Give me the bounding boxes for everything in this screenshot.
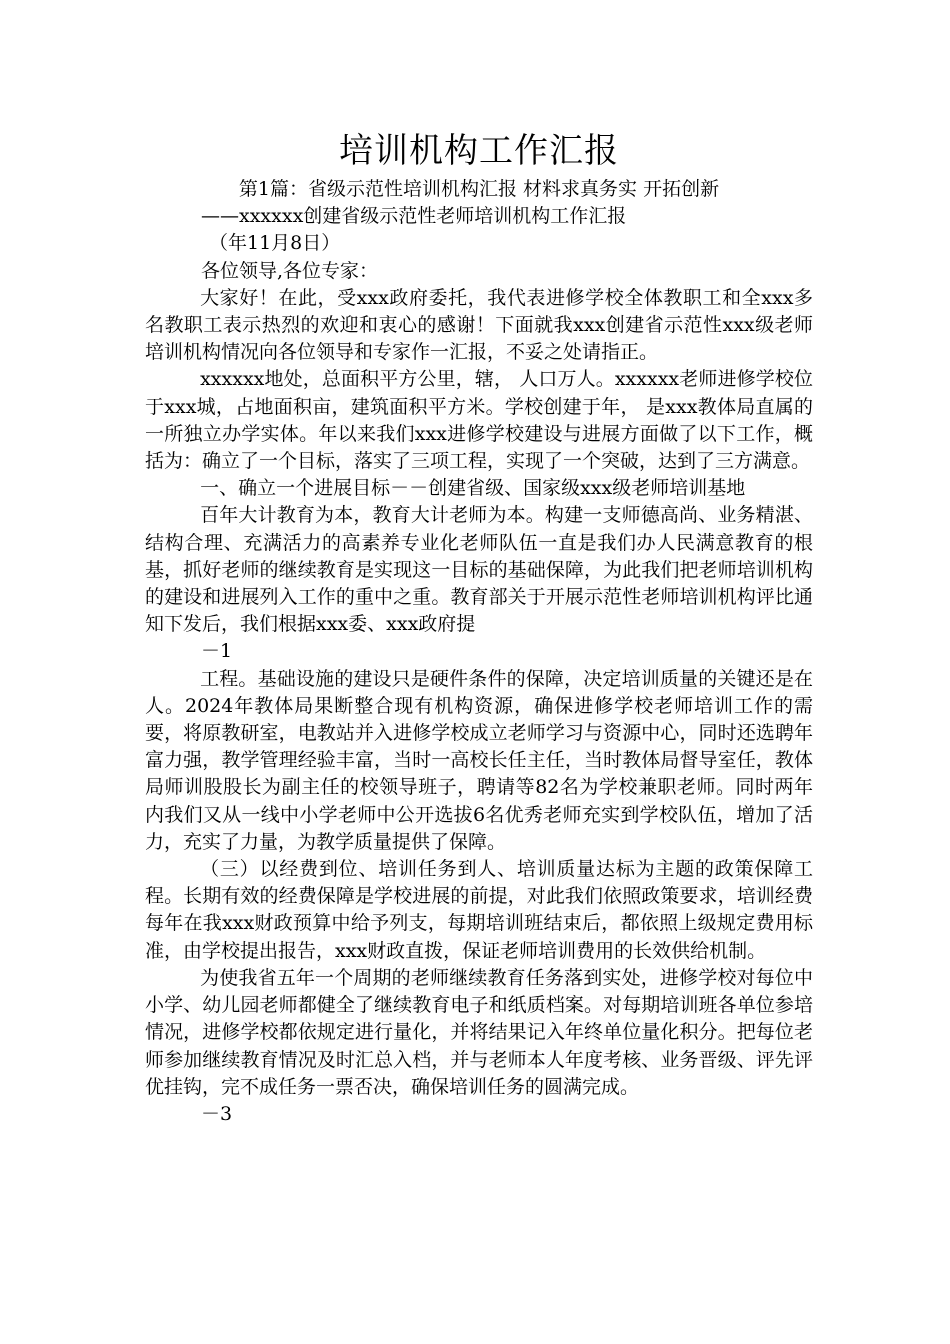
section-heading: 一、确立一个进展目标－－创建省级、国家级xxx级老师培训基地 (200, 477, 746, 500)
document-date: （年11月8日） (209, 232, 341, 255)
page-marker: －1 (201, 640, 233, 663)
paragraph: 大家好！在此，受xxx政府委托，我代表进修学校全体教职工和全xxx多名教职工表示热烈的欢迎和衷心的感谢！下面就我xxx创建省示范性xxx级老师培训机构情况向各位领导和专家作一汇报，不妥之处请指正。 (145, 286, 813, 364)
paragraph: xxxxxx地处，总面积平方公里，辖， 人口万人。xxxxxx老师进修学校位于xxx城，占地面积亩，建筑面积平方米。学校创建于年， 是xxx教体局直属的一所独立办学实体。年以来我们xxx进修学校建设与进展方面做了以下工作，概括为：确立了一个目标，落实了三项工程，实现了一个突破，达到了三方满意。 (145, 368, 813, 473)
salutation: 各位领导,各位专家： (201, 259, 379, 282)
document-subtitle-2: ——xxxxxx创建省级示范性老师培训机构工作汇报 (201, 205, 627, 228)
document-title: 培训机构工作汇报 (339, 131, 619, 171)
page-marker: －3 (201, 1102, 233, 1125)
paragraph: 工程。基础设施的建设只是硬件条件的保障，决定培训质量的关键还是在人。2024年教体局果断整合现有机构资源，确保进修学校老师培训工作的需要，将原教研室，电教站并入进修学校成立老师学习与资源中心，同时还选聘年富力强，教学管理经验丰富，当时一高校长任主任，当时教体局督导室任，教体局师训股股长为副主任的校领导班子，聘请等82名为学校兼职老师。同时两年内我们又从一线中小学老师中公开选拔6名优秀老师充实到学校队伍，增加了活力，充实了力量，为教学质量提供了保障。 (145, 667, 813, 853)
paragraph: 百年大计教育为本，教育大计老师为本。构建一支师德高尚、业务精湛、结构合理、充满活力的高素养专业化老师队伍一直是我们办人民满意教育的根基，抓好老师的继续教育是实现这一目标的基础保障，为此我们把老师培训机构的建设和进展列入工作的重中之重。教育部关于开展示范性老师培训机构评比通知下发后，我们根据xxx委、xxx政府提 (145, 504, 813, 636)
paragraph: 为使我省五年一个周期的老师继续教育任务落到实处，进修学校对每位中小学、幼儿园老师都健全了继续教育电子和纸质档案。对每期培训班各单位参培情况，进修学校都依规定进行量化，并将结果记入年终单位量化积分。把每位老师参加继续教育情况及时汇总入档，并与老师本人年度考核、业务晋级、评先评优挂钩，完不成任务一票否决，确保培训任务的圆满完成。 (145, 966, 813, 1098)
document-subtitle: 第1篇：省级示范性培训机构汇报 材料求真务实 开拓创新 (238, 178, 720, 200)
paragraph: （三）以经费到位、培训任务到人、培训质量达标为主题的政策保障工程。长期有效的经费保障是学校进展的前提，对此我们依照政策要求，培训经费每年在我xxx财政预算中给予列支，每期培训班结束后，都依照上级规定费用标准，由学校提出报告，xxx财政直拨，保证老师培训费用的长效供给机制。 (145, 858, 813, 962)
document-page (145, 128, 813, 1128)
